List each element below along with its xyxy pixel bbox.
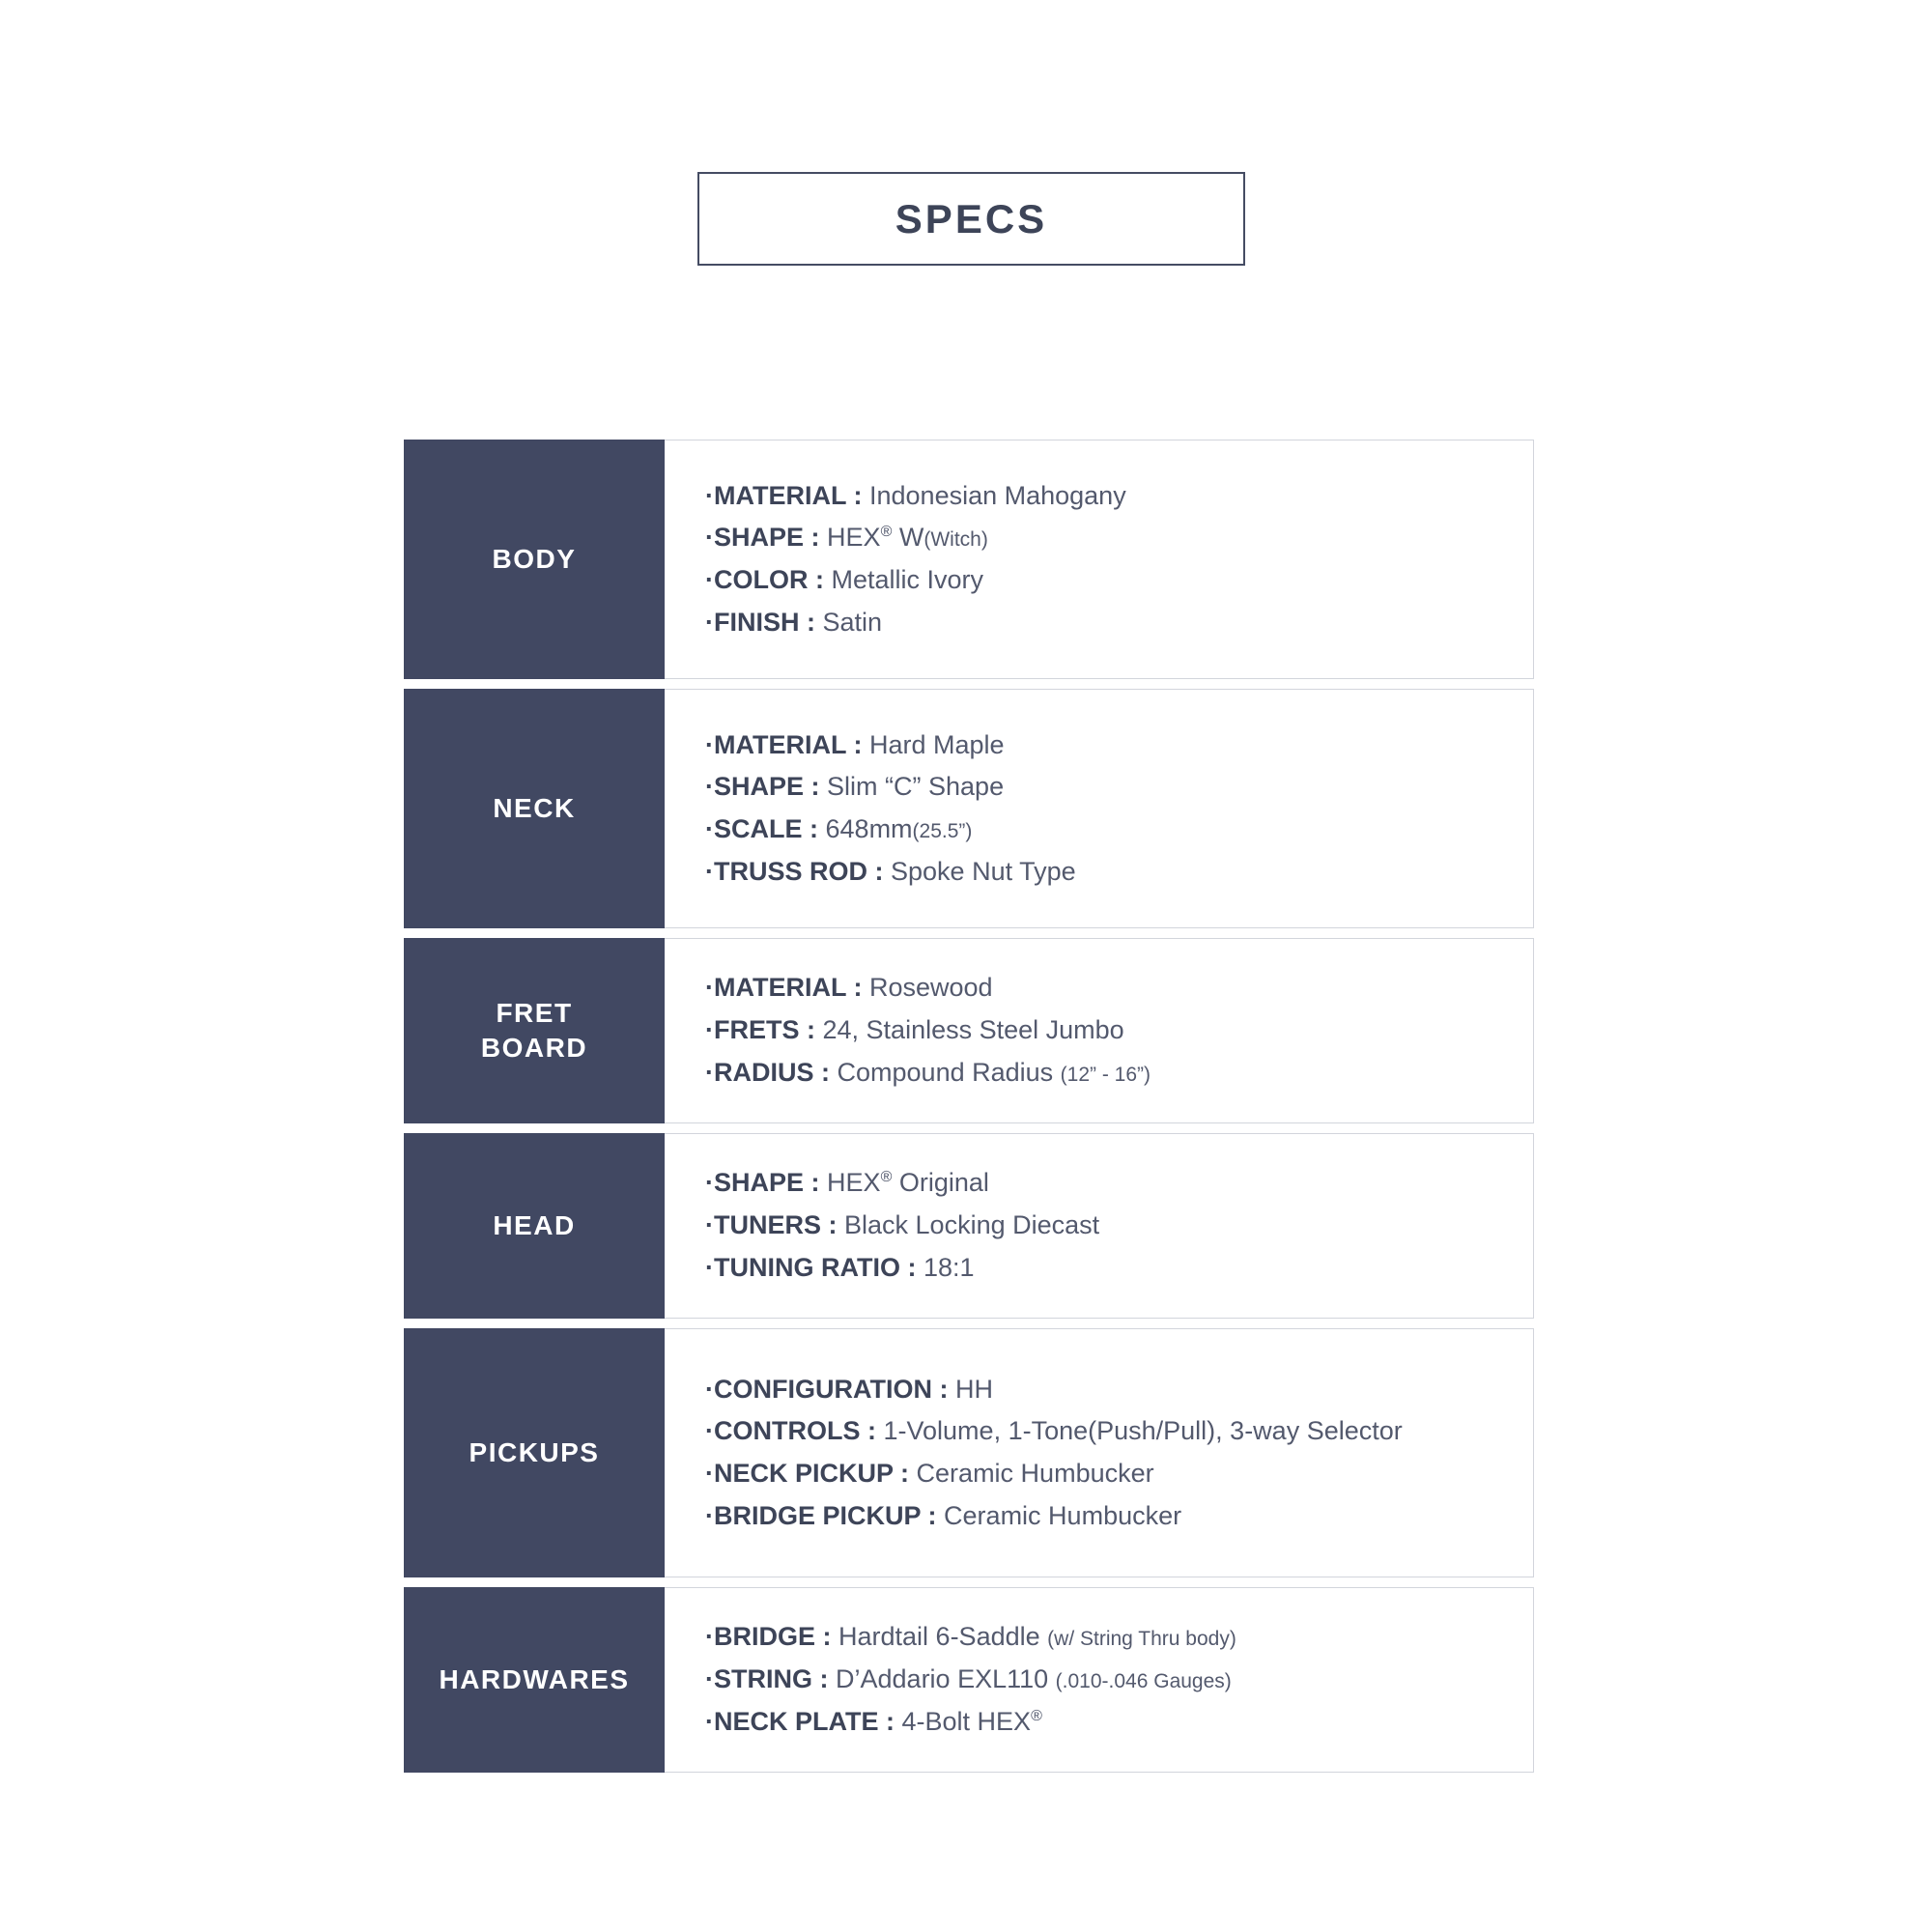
spec-key: ·SCALE :: [705, 814, 818, 843]
spec-section-content-fret-board: [665, 938, 1534, 1123]
spec-key: ·CONTROLS :: [705, 1416, 876, 1446]
spec-value-note: (.010-.046 Gauges): [1055, 1670, 1232, 1693]
spec-section-content-head: [665, 1133, 1534, 1319]
spec-line: [705, 967, 1533, 1009]
spec-key: ·TUNING RATIO :: [705, 1252, 917, 1282]
spec-value-note: (25.5”): [912, 820, 973, 842]
spec-key: ·COLOR :: [705, 565, 824, 594]
spec-line: [705, 1052, 1533, 1094]
spec-key: ·SHAPE :: [705, 523, 820, 553]
spec-line: [705, 1009, 1533, 1052]
spec-line: [705, 851, 1533, 894]
spec-key: ·FINISH :: [705, 607, 815, 637]
spec-value: HEX: [827, 1168, 881, 1198]
spec-value: Rosewood: [869, 973, 993, 1003]
registered-mark: ®: [880, 1169, 893, 1186]
spec-value-note: (w/ String Thru body): [1047, 1628, 1236, 1651]
spec-line: [705, 1453, 1533, 1495]
table-row: [404, 689, 1534, 928]
spec-line: [705, 517, 1533, 559]
spec-value-tail: W: [892, 523, 924, 553]
table-row: [404, 440, 1534, 679]
spec-value-note: (Witch): [923, 528, 988, 552]
spec-value: 24, Stainless Steel Jumbo: [822, 1015, 1124, 1045]
spec-key: ·BRIDGE PICKUP :: [705, 1500, 937, 1530]
spec-label-line: HARDWARES: [439, 1663, 630, 1694]
table-row: [404, 1587, 1534, 1773]
page-title: SPECS: [895, 195, 1048, 242]
spec-value: Satin: [822, 607, 883, 637]
spec-key: ·TUNERS :: [705, 1210, 838, 1240]
spec-value: 648mm: [825, 814, 913, 843]
spec-label-line: NECK: [493, 792, 576, 823]
spec-line: [705, 602, 1533, 644]
spec-section-content-neck: [665, 689, 1534, 928]
table-row: [404, 1328, 1534, 1577]
spec-label-line: HEAD: [493, 1209, 576, 1240]
spec-line: [705, 1659, 1533, 1701]
spec-value: Hard Maple: [869, 729, 1005, 759]
spec-line: [705, 724, 1533, 767]
spec-section-content-pickups: [665, 1328, 1534, 1577]
spec-value-tail: Original: [892, 1168, 989, 1198]
spec-value: 18:1: [923, 1252, 975, 1282]
spec-line: [705, 1495, 1533, 1538]
spec-label-line: BOARD: [480, 1033, 588, 1063]
spec-key: ·SHAPE :: [705, 772, 820, 802]
spec-value: Compound Radius: [837, 1057, 1054, 1087]
spec-key: ·MATERIAL :: [705, 973, 863, 1003]
table-row: [404, 938, 1534, 1123]
spec-section-content-body: [665, 440, 1534, 679]
spec-value-note: (12” - 16”): [1060, 1063, 1151, 1086]
spec-value: Black Locking Diecast: [844, 1210, 1100, 1240]
spec-section-label-body: [404, 440, 665, 679]
spec-value: HH: [954, 1374, 993, 1404]
spec-value: D’Addario EXL110: [836, 1664, 1049, 1694]
table-row: [404, 1133, 1534, 1319]
spec-line: [705, 1701, 1533, 1744]
spec-key: ·SHAPE :: [705, 1168, 820, 1198]
spec-key: ·MATERIAL :: [705, 480, 863, 510]
registered-mark: ®: [880, 524, 893, 541]
spec-label-line: BODY: [492, 543, 577, 574]
spec-line: [705, 475, 1533, 518]
spec-line: [705, 559, 1533, 602]
spec-key: ·NECK PICKUP :: [705, 1459, 910, 1488]
spec-key: ·MATERIAL :: [705, 729, 863, 759]
spec-key: ·RADIUS :: [705, 1057, 830, 1087]
spec-value: Ceramic Humbucker: [916, 1459, 1154, 1488]
spec-section-label-head: [404, 1133, 665, 1319]
spec-value: Metallic Ivory: [831, 565, 984, 594]
spec-value: HEX: [827, 523, 881, 553]
spec-line: [705, 1410, 1533, 1453]
spec-line: [705, 809, 1533, 851]
spec-label-line: FRET: [496, 997, 573, 1028]
spec-value: Hardtail 6-Saddle: [838, 1622, 1040, 1652]
spec-key: ·TRUSS ROD :: [705, 856, 884, 886]
spec-value: Slim “C” Shape: [827, 772, 1005, 802]
spec-line: [705, 766, 1533, 809]
spec-line: [705, 1369, 1533, 1411]
specs-table: [404, 440, 1534, 1782]
spec-label-line: PICKUPS: [469, 1436, 600, 1467]
spec-section-label-hardwares: [404, 1587, 665, 1773]
spec-value: Spoke Nut Type: [891, 856, 1076, 886]
spec-section-label-neck: [404, 689, 665, 928]
spec-key: ·CONFIGURATION :: [705, 1374, 949, 1404]
spec-line: [705, 1162, 1533, 1205]
spec-key: ·STRING :: [705, 1664, 829, 1694]
spec-value: 1-Volume, 1-Tone(Push/Pull), 3-way Selector: [883, 1416, 1403, 1446]
spec-key: ·NECK PLATE :: [705, 1706, 895, 1736]
spec-line: [705, 1205, 1533, 1247]
spec-section-content-hardwares: [665, 1587, 1534, 1773]
spec-section-label-pickups: [404, 1328, 665, 1577]
spec-line: [705, 1616, 1533, 1659]
spec-section-label-fret-board: [404, 938, 665, 1123]
spec-value: Ceramic Humbucker: [944, 1500, 1182, 1530]
registered-mark: ®: [1031, 1707, 1042, 1724]
page-title-box: [697, 172, 1245, 266]
spec-line: [705, 1247, 1533, 1290]
spec-key: ·FRETS :: [705, 1015, 815, 1045]
spec-value: 4-Bolt HEX: [901, 1706, 1032, 1736]
spec-value: Indonesian Mahogany: [869, 480, 1126, 510]
spec-key: ·BRIDGE :: [705, 1622, 832, 1652]
